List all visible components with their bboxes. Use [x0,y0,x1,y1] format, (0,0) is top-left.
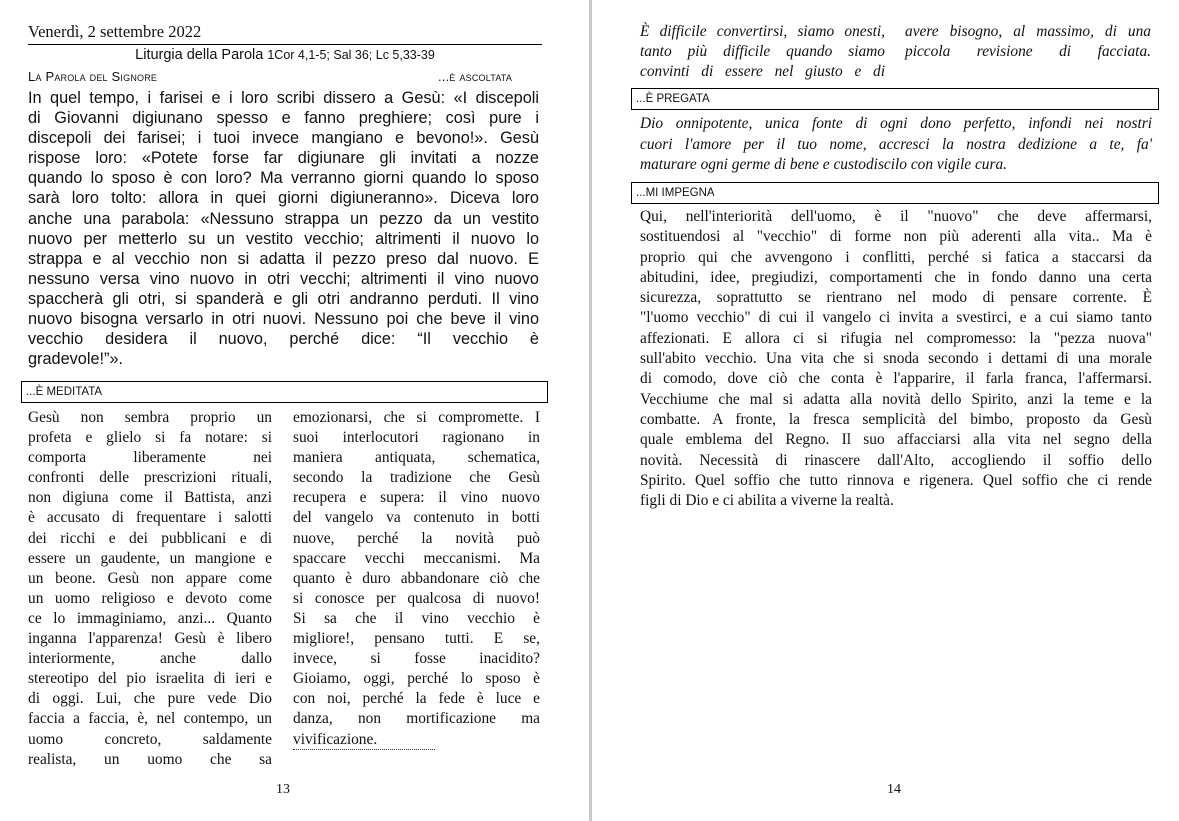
meditata-column-1 [28,408,272,770]
meditata-line: Si sa che il vino vecchio è [293,609,540,627]
gospel-text [28,88,539,369]
impegna-line: proprio qui che avvengono i conflitti, perché si fatica a staccarsi da [640,248,1152,266]
meditata-line: non digiuna come il Battista, anzi [28,489,272,507]
impegna-line: sostituendosi al "vecchio" di forme non più aderenti alla vita.. Ma è [640,228,1152,246]
meditata-line: comporta liberamente nei [28,449,272,467]
meditata-line: con noi, perché la fede è luce e [293,690,540,708]
continuation-column-2 [905,22,1151,62]
prayer-line: cuori l'amore per il tuo nome, accresci la nostra dedizione a te, fa' [640,135,1152,153]
gospel-line: anche una parabola: «Nessuno strappa un pezzo da un vestito [28,209,539,228]
gospel-line: di Giovanni digiunano spesso e fanno preghiere; così pure i [28,109,539,128]
gospel-line: nuovo bisogna versarlo in otri nuovi. Nessuno poi che beve il vino [28,310,539,329]
meditata-line: invece, si fosse inacidito? [293,650,540,668]
gospel-line: nessuno versa vino nuovo in otri vecchi; altrimenti il vino nuovo [28,269,539,288]
page-13 [0,0,589,821]
gospel-line: strappa e al vecchio non si adatta il pezzo preso dal nuovo. E [28,249,539,268]
section-meditata-label: ...È MEDITATA [26,386,103,398]
gospel-line: quando lo sposo è con loro? Ma verranno giorni quando lo sposo [28,169,539,188]
meditata-line: un uomo religioso e devoto come [28,589,272,607]
date-heading: Venerdì, 2 settembre 2022 [28,22,202,41]
prayer-line: Dio onnipotente, unica fonte di ogni dono perfetto, infondi nei nostri [640,115,1152,132]
continuation-line: convinti di essere nel giusto e di [640,63,885,81]
meditata-line: confronti delle prescrizioni rituali, [28,469,272,487]
meditata-line: quanto è duro abbandonare ciò che [293,569,540,587]
gospel-line: nuovo per metterlo su un vestito vecchio; altrimenti il nuovo lo [28,229,539,248]
meditata-line: suoi interlocutori ragionano in [293,429,540,447]
impegna-line: di comodo, dove ciò che conta è l'apparire, il farla franca, l'affermarsi. [640,370,1152,388]
meditata-line: è accusato di frequentare i salotti [28,509,272,527]
meditata-line: Gesù non sembra proprio un [28,409,272,426]
meditata-line: nuove, perché la novità può [293,529,540,547]
section-parola: La Parola del Signore [28,69,158,84]
meditata-column-2 [293,408,540,750]
meditata-line: dei ricchi e dei pubblicani e di [28,529,272,547]
meditata-line: del vangelo va contenuto in botti [293,509,540,527]
meditata-line: si conosce per qualcosa di nuovo! [293,589,540,607]
meditata-line: faccia a faccia, è, nel contempo, un [28,710,272,728]
section-pregata-box [631,88,1159,110]
meditata-line: migliore!, pensano tutti. E se, [293,630,540,648]
meditata-line: realista, un uomo che sa [28,750,272,768]
gospel-line: In quel tempo, i farisei e i loro scribi dissero a Gesù: «I discepoli [28,89,539,107]
section-impegna-box [631,182,1159,204]
meditata-line: un beone. Gesù non appare come [28,569,272,587]
impegna-line: Qui, nell'interiorità dell'uomo, è il "nuovo" che deve affermarsi, [640,208,1152,225]
gospel-line: discepoli dei farisei; i tuoi invece mangiano e bevono!». Gesù [28,129,539,148]
meditata-line: emozionarsi, che si compromette. I [293,409,540,426]
gospel-line: spaccherà gli otri, si spanderà e gli otri andranno perduti. Il vino [28,289,539,308]
meditata-line: ce lo immaginiamo, anzi... Quanto [28,609,272,627]
prayer-line: maturare ogni germe di bene e custodiscilo con vigile cura. [640,156,1008,174]
meditata-line: secondo la tradizione che Gesù [293,469,540,487]
continuation-column-1 [640,22,885,82]
continuation-line: È difficile convertirsi, siamo onesti, [640,23,885,40]
impegna-line: figli di Dio e ci abilita a viverne la realtà. [640,492,894,510]
section-ascoltata: ...è ascoltata [438,69,513,84]
liturgy-title [28,47,542,63]
impegna-line: abitudini, idee, pregiudizi, comportamenti che in fondo danno una certa [640,268,1152,286]
liturgy-references: 1Cor 4,1-5; Sal 36; Lc 5,33-39 [267,48,435,62]
prayer-text [640,114,1152,176]
meditata-line: inganna l'apparenza! Gesù è libero [28,630,272,648]
meditata-line: uomo concreto, saldamente [28,730,272,748]
meditata-line: spaccare vecchi meccanismi. Ma [293,549,540,567]
impegna-line: Spirito. Quel soffio che tutto rinnova e rigenera. Quel soffio che ci rende [640,471,1152,489]
impegna-text [640,207,1152,511]
meditata-line: profeta e glielo si fa notare: si [28,429,272,447]
continuation-line: avere bisogno, al massimo, di una [905,23,1151,40]
section-meditata-box [21,381,548,403]
meditata-line: di oggi. Lui, che pure vede Dio [28,690,272,708]
impegna-line: affezionati. E allora ci si rifugia nel compromesso: la "pezza nuova" [640,329,1152,347]
continuation-line: tanto più difficile quando siamo [640,43,885,61]
impegna-line: "l'uomo vecchio" di cui il vangelo ci invita a svestirci, e a cui siamo tanto [640,309,1152,327]
meditata-line: essere un gaudente, un mangione e [28,549,272,567]
meditata-line: danza, non mortificazione ma [293,710,540,728]
impegna-line: sull'abito vecchio. Una vita che si snoda secondo i dettami di una morale [640,350,1152,368]
gospel-line: vecchio desidera il nuovo, perché dice: “Il vecchio è [28,330,539,349]
meditata-line: stereotipo del pio israelita di ieri e [28,670,272,688]
continuation-line: piccola revisione di facciata. [905,43,1151,61]
meditata-line: interiormente, anche dallo [28,650,272,668]
page-number: 14 [887,782,901,797]
gospel-line: sarà loro tolto: allora in quei giorni digiuneranno». Diceva loro [28,189,539,208]
title-rule [28,44,542,45]
meditata-line: recupera e supera: il vino nuovo [293,489,540,507]
impegna-line: sicurezza, soprattutto se rientrano nel modo di pensare corrente. È [640,289,1152,307]
impegna-line: quale emblema del Regno. Il suo affacciarsi alla vita nel segno della [640,431,1152,449]
gospel-line: rispose loro: «Potete forse far digiunare gli invitati a nozze [28,149,539,168]
impegna-line: Vecchiume che mal si adatta alla novità dello Spirito, anzi la teme e la [640,390,1152,408]
page-number: 13 [276,782,290,797]
meditata-line: Gioiamo, oggi, perché lo sposo è [293,670,540,688]
impegna-line: combatte. A fronte, la fresca semplicità del bimbo, proposto da Gesù [640,410,1152,428]
meditata-line: maniera antiquata, schematica, [293,449,540,467]
liturgy-title-text: Liturgia della Parola [135,47,268,63]
gospel-line: gradevole!”». [28,350,124,369]
end-dotted-rule [293,749,435,750]
section-pregata-label: ...È PREGATA [636,93,710,105]
impegna-line: novità. Necessità di rinascere dall'Alto, accogliendo il soffio dello [640,451,1152,469]
meditata-line: vivificazione. [293,730,378,748]
section-impegna-label: ...MI IMPEGNA [636,187,715,199]
